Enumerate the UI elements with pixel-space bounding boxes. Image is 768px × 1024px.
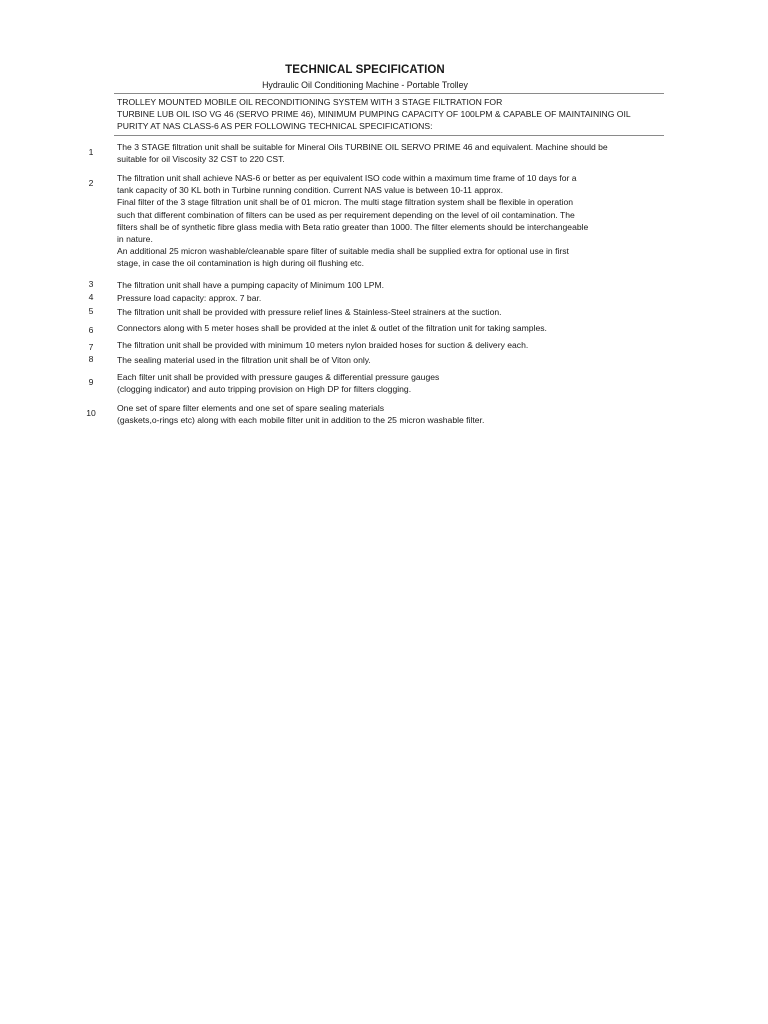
spec-item-text <box>117 339 667 351</box>
spec-item-line: stage, in case the oil contamination is high during oil flushing etc. <box>117 258 364 269</box>
spec-item-line: The filtration unit shall achieve NAS-6 or better as per equivalent ISO code within a maximum time frame of 10 days for a <box>117 173 577 183</box>
spec-item-line: in nature. <box>117 234 153 245</box>
spec-item-number: 5 <box>88 306 94 316</box>
spec-item-line: (clogging indicator) and auto tripping provision on High DP for filters clogging. <box>117 384 412 395</box>
spec-item-line: suitable for oil Viscosity 32 CST to 220 CST. <box>117 154 285 165</box>
top-rule <box>114 93 664 94</box>
spec-item-number: 8 <box>88 354 94 364</box>
spec-item-line: tank capacity of 30 KL both in Turbine running condition. Current NAS value is between 10-11 approx. <box>117 185 503 196</box>
spec-item-number: 4 <box>88 292 94 302</box>
spec-item-line: One set of spare filter elements and one set of spare sealing materials <box>117 403 385 413</box>
spec-item-text <box>117 279 667 291</box>
spec-item-line: The sealing material used in the filtration unit shall be of Viton only. <box>117 355 371 365</box>
spec-item-text <box>117 354 667 366</box>
spec-item-number: 10 <box>86 408 96 418</box>
intro-block <box>117 96 667 133</box>
spec-item-line: Pressure load capacity: approx. 7 bar. <box>117 293 262 303</box>
spec-item-line: The filtration unit shall have a pumping capacity of Minimum 100 LPM. <box>117 280 385 290</box>
spec-item-text <box>117 402 667 426</box>
intro-line: PURITY AT NAS CLASS-6 AS PER FOLLOWING TECHNICAL SPECIFICATIONS: <box>117 121 433 132</box>
spec-item-number: 1 <box>88 147 94 157</box>
spec-item-text <box>117 371 667 395</box>
spec-item-line: filters shall be of synthetic fibre glass media with Beta ratio greater than 1000. The filter elements should be interchangeable <box>117 221 589 232</box>
spec-item-text <box>117 306 667 318</box>
spec-item-number: 7 <box>88 342 94 352</box>
spec-item-line: (gaskets,o-rings etc) along with each mobile filter unit in addition to the 25 micron washable filter. <box>117 415 485 426</box>
spec-item-text <box>117 172 667 270</box>
spec-item-line: Final filter of the 3 stage filtration unit shall be of 01 micron. The multi stage filtration system shall be flexible in operation <box>117 197 574 208</box>
spec-item-line: Connectors along with 5 meter hoses shall be provided at the inlet & outlet of the filtration unit for taking samples. <box>117 323 547 333</box>
spec-item-line: The filtration unit shall be provided with pressure relief lines & Stainless-Steel strainers at the suction. <box>117 307 502 317</box>
spec-item-text <box>117 322 667 334</box>
spec-item-number: 9 <box>88 377 94 387</box>
spec-item-line: The filtration unit shall be provided with minimum 10 meters nylon braided hoses for suction & delivery each. <box>117 340 529 350</box>
intro-line: TROLLEY MOUNTED MOBILE OIL RECONDITIONING SYSTEM WITH 3 STAGE FILTRATION FOR <box>117 97 503 107</box>
intro-rule <box>114 135 664 136</box>
spec-item-line: The 3 STAGE filtration unit shall be suitable for Mineral Oils TURBINE OIL SERVO PRIME 46 and equivalent. Machine should be <box>117 142 608 152</box>
spec-item-text <box>117 292 667 304</box>
spec-item-line: An additional 25 micron washable/cleanable spare filter of suitable media shall be supplied extra for optional use in first <box>117 246 569 257</box>
spec-item-line: such that different combination of filters can be used as per requirement depending on the level of oil contamination. The <box>117 209 575 220</box>
spec-item-number: 3 <box>88 279 94 289</box>
spec-item-number: 6 <box>88 325 94 335</box>
spec-item-line: Each filter unit shall be provided with pressure gauges & differential pressure gauges <box>117 372 440 382</box>
spec-item-number: 2 <box>88 178 94 188</box>
intro-line: TURBINE LUB OIL ISO VG 46 (SERVO PRIME 46), MINIMUM PUMPING CAPACITY OF 100LPM & CAPABLE OF MAINTAINING OIL <box>117 109 631 120</box>
page-title: TECHNICAL SPECIFICATION <box>285 64 445 76</box>
spec-item-text <box>117 141 667 165</box>
page-subtitle: Hydraulic Oil Conditioning Machine - Portable Trolley <box>262 80 468 90</box>
